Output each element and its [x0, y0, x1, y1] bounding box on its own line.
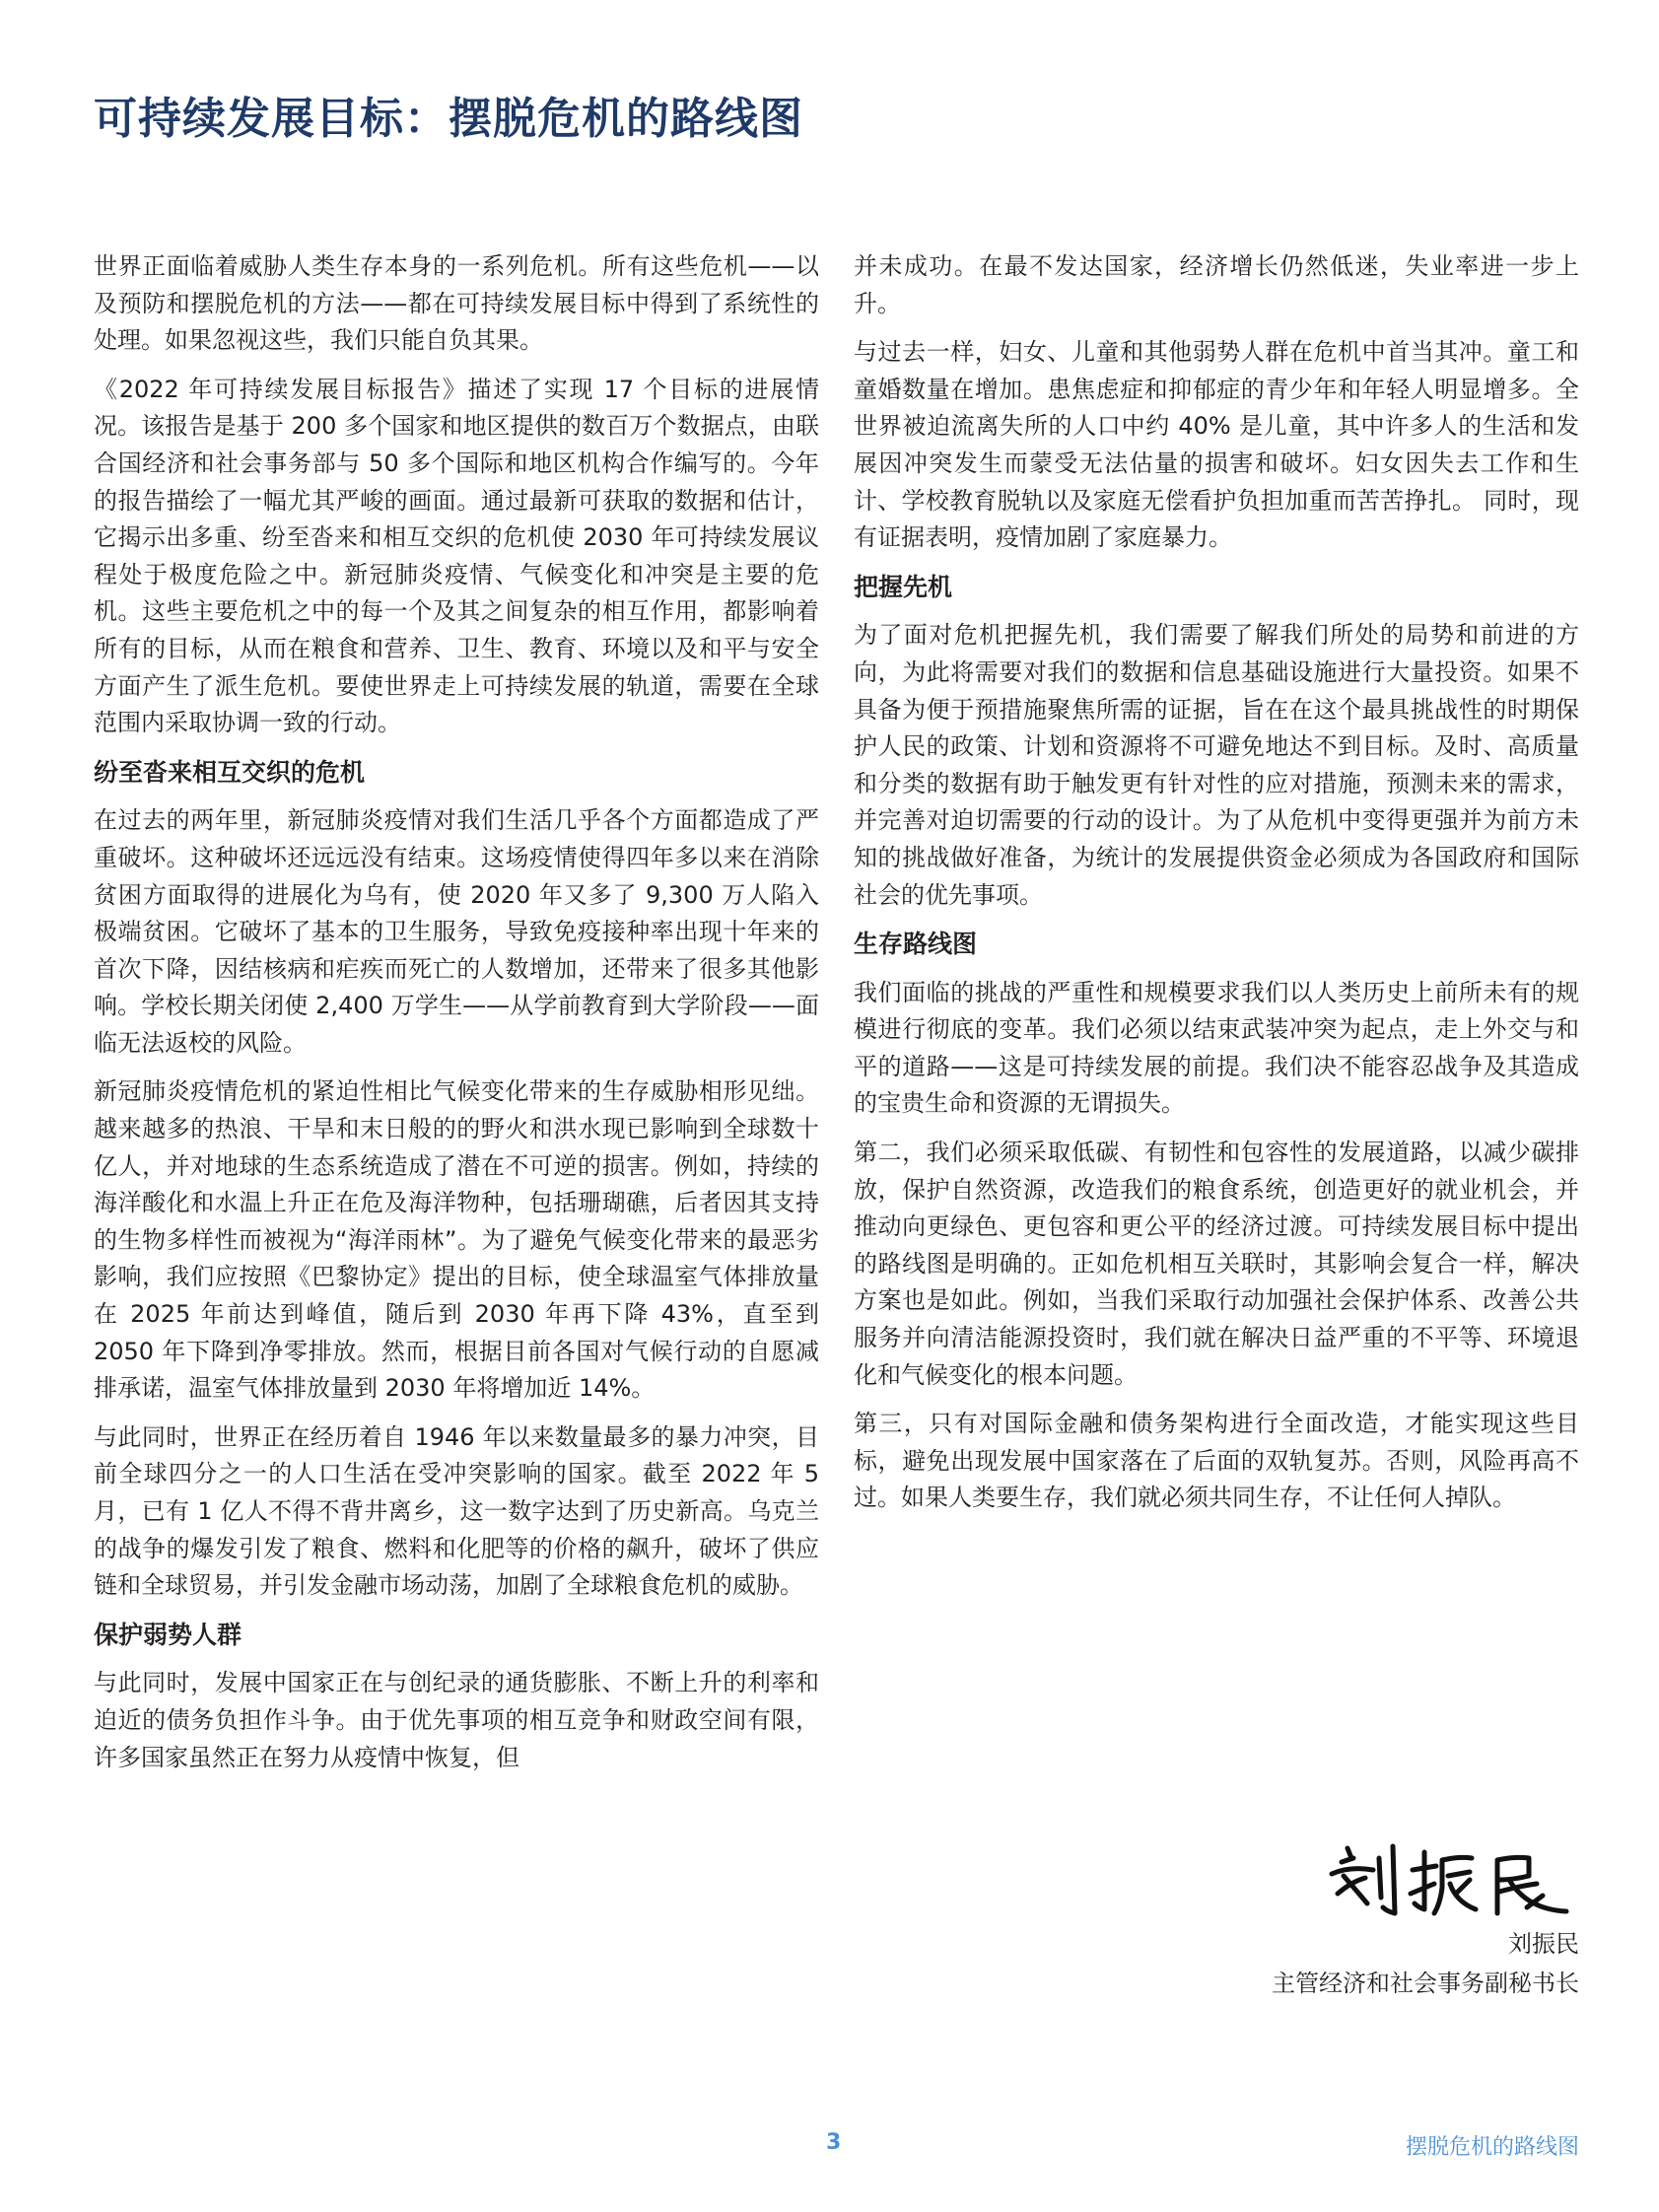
roadmap-paragraph-2: 第二，我们必须采取低碳、有韧性和包容性的发展道路，以减少碳排放，保护自然资源，改造我们的粮食系统，创造更好的就业机会，并推动向更绿色、更包容和更公平的经济过渡。可持续发展目标中提出的路线图是明确的。正如危机相互关联时，其影响会复合一样，解决方案也是如此。例如，当我们采取行动加强社会保护体系、改善公共服务并向清洁能源投资时，我们就在解决日益严重的不平等、环境退化和气候变化的根本问题。 [854, 1139, 1579, 1389]
heading-interlocking-crises: 纷至沓来相互交织的危机 [94, 757, 366, 787]
heading-survival-roadmap: 生存路线图 [854, 930, 978, 959]
heading-protect-vulnerable: 保护弱势人群 [94, 1620, 242, 1649]
crises-paragraph-1: 在过去的两年里，新冠肺炎疫情对我们生活几乎各个方面都造成了严重破坏。这种破坏还远远没有结束。这场疫情使得四年多以来在消除贫困方面取得的进展化为乌有，使 2020 年又多了 9,300 万人陷入极端贫困。它破坏了基本的卫生服务，导致免疫接种率出现十年来的首次下降，因结核病和疟疾而死亡的人数增加，还带来了很多其他影响。学校长期关闭使 2,400 万学生——从学前教育到大学阶段——面临无法返校的风险。 [94, 806, 819, 1057]
right-column [854, 248, 1579, 1529]
crises-paragraph-2: 新冠肺炎疫情危机的紧迫性相比气候变化带来的生存威胁相形见绌。越来越多的热浪、干旱和末日般的的野火和洪水现已影响到全球数十亿人，并对地球的生态系统造成了潜在不可逆的损害。例如，持续的海洋酸化和水温上升正在危及海洋物种，包括珊瑚礁，后者因其支持的生物多样性而被视为“海洋雨林”。为了避免气候变化带来的最恶劣影响，我们应按照《巴黎协定》提出的目标，使全球温室气体排放量在 2025 年前达到峰值，随后到 2030 年再下降 43%，直至到 2050 年下降到净零排放。然而，根据目前各国对气候行动的自愿减排承诺，温室气体排放量到 2030 年将增加近 14%。 [94, 1077, 819, 1403]
page-number: 3 [826, 2130, 842, 2155]
vulnerable-paragraph-1: 与此同时，发展中国家正在与创纪录的通货膨胀、不断上升的利率和迫近的债务负担作斗争。由于优先事项的相互竞争和财政空间有限，许多国家虽然正在努力从疫情中恢复，但 [94, 1669, 819, 1771]
opportunity-paragraph-1: 为了面对危机把握先机，我们需要了解我们所处的局势和前进的方向，为此将需要对我们的数据和信息基础设施进行大量投资。如果不具备为便于预措施聚焦所需的证据，旨在在这个最具挑战性的时期保护人民的政策、计划和资源将不可避免地达不到目标。及时、高质量和分类的数据有助于触发更有针对性的应对措施，预测未来的需求，并完善对迫切需要的行动的设计。为了从危机中变得更强并为前方未知的挑战做好准备，为统计的发展提供资金必须成为各国政府和国际社会的优先事项。 [854, 621, 1579, 909]
intro-paragraph-1: 世界正面临着威胁人类生存本身的一系列危机。所有这些危机——以及预防和摆脱危机的方法——都在可持续发展目标中得到了系统性的处理。如果忽视这些，我们只能自负其果。 [94, 252, 819, 355]
signatory-title: 主管经济和社会事务副秘书长 [1272, 1970, 1579, 1997]
crises-paragraph-3: 与此同时，世界正在经历着自 1946 年以来数量最多的暴力冲突，目前全球四分之一的人口生活在受冲突影响的国家。截至 2022 年 5 月，已有 1 亿人不得不背井离乡，这一数字达到了历史新高。乌克兰的战争的爆发引发了粮食、燃料和化肥等的价格的飙升，破坏了供应链和全球贸易，并引发金融市场动荡，加剧了全球粮食危机的威胁。 [94, 1422, 819, 1600]
vulnerable-paragraph-2: 与过去一样，妇女、儿童和其他弱势人群在危机中首当其冲。童工和童婚数量在增加。患焦虑症和抑郁症的青少年和年轻人明显增多。全世界被迫流离失所的人口中约 40% 是儿童，其中许多人的生活和发展因冲突发生而蒙受无法估量的损害和破坏。妇女因失去工作和生计、学校教育脱轨以及家庭无偿看护负担加重而苦苦挣扎。 同时，现有证据表明，疫情加剧了家庭暴力。 [854, 338, 1579, 552]
page-title: 可持续发展目标：摆脱危机的路线图 [94, 94, 803, 144]
heading-seize-opportunity: 把握先机 [854, 572, 953, 601]
signatory-name: 刘振民 [1508, 1930, 1579, 1958]
running-footer-title: 摆脱危机的路线图 [1405, 2135, 1579, 2160]
left-column [94, 248, 819, 1788]
vulnerable-paragraph-1-continued: 并未成功。在最不发达国家，经济增长仍然低迷，失业率进一步上升。 [854, 252, 1579, 317]
roadmap-paragraph-3: 第三，只有对国际金融和债务架构进行全面改造，才能实现这些目标，避免出现发展中国家落在了后面的双轨复苏。否则，风险再高不过。如果人类要生存，我们就必须共同生存，不让任何人掉队。 [854, 1410, 1579, 1512]
handwritten-signature [1326, 1829, 1582, 1927]
roadmap-paragraph-1: 我们面临的挑战的严重性和规模要求我们以人类历史上前所未有的规模进行彻底的变革。我们必须以结束武装冲突为起点，走上外交与和平的道路——这是可持续发展的前提。我们决不能容忍战争及其造成的宝贵生命和资源的无谓损失。 [854, 978, 1579, 1118]
intro-paragraph-2: 《2022 年可持续发展目标报告》描述了实现 17 个目标的进展情况。该报告是基于 200 多个国家和地区提供的数百万个数据点，由联合国经济和社会事务部与 50 多个国际和地区机构合作编写的。今年的报告描绘了一幅尤其严峻的画面。通过最新可获取的数据和估计，它揭示出多重、纷至沓来和相互交织的危机使 2030 年可持续发展议程处于极度危险之中。新冠肺炎疫情、气候变化和冲突是主要的危机。这些主要危机之中的每一个及其之间复杂的相互作用，都影响着所有的目标，从而在粮食和营养、卫生、教育、环境以及和平与安全方面产生了派生危机。要使世界走上可持续发展的轨道，需要在全球范围内采取协调一致的行动。 [94, 375, 819, 737]
